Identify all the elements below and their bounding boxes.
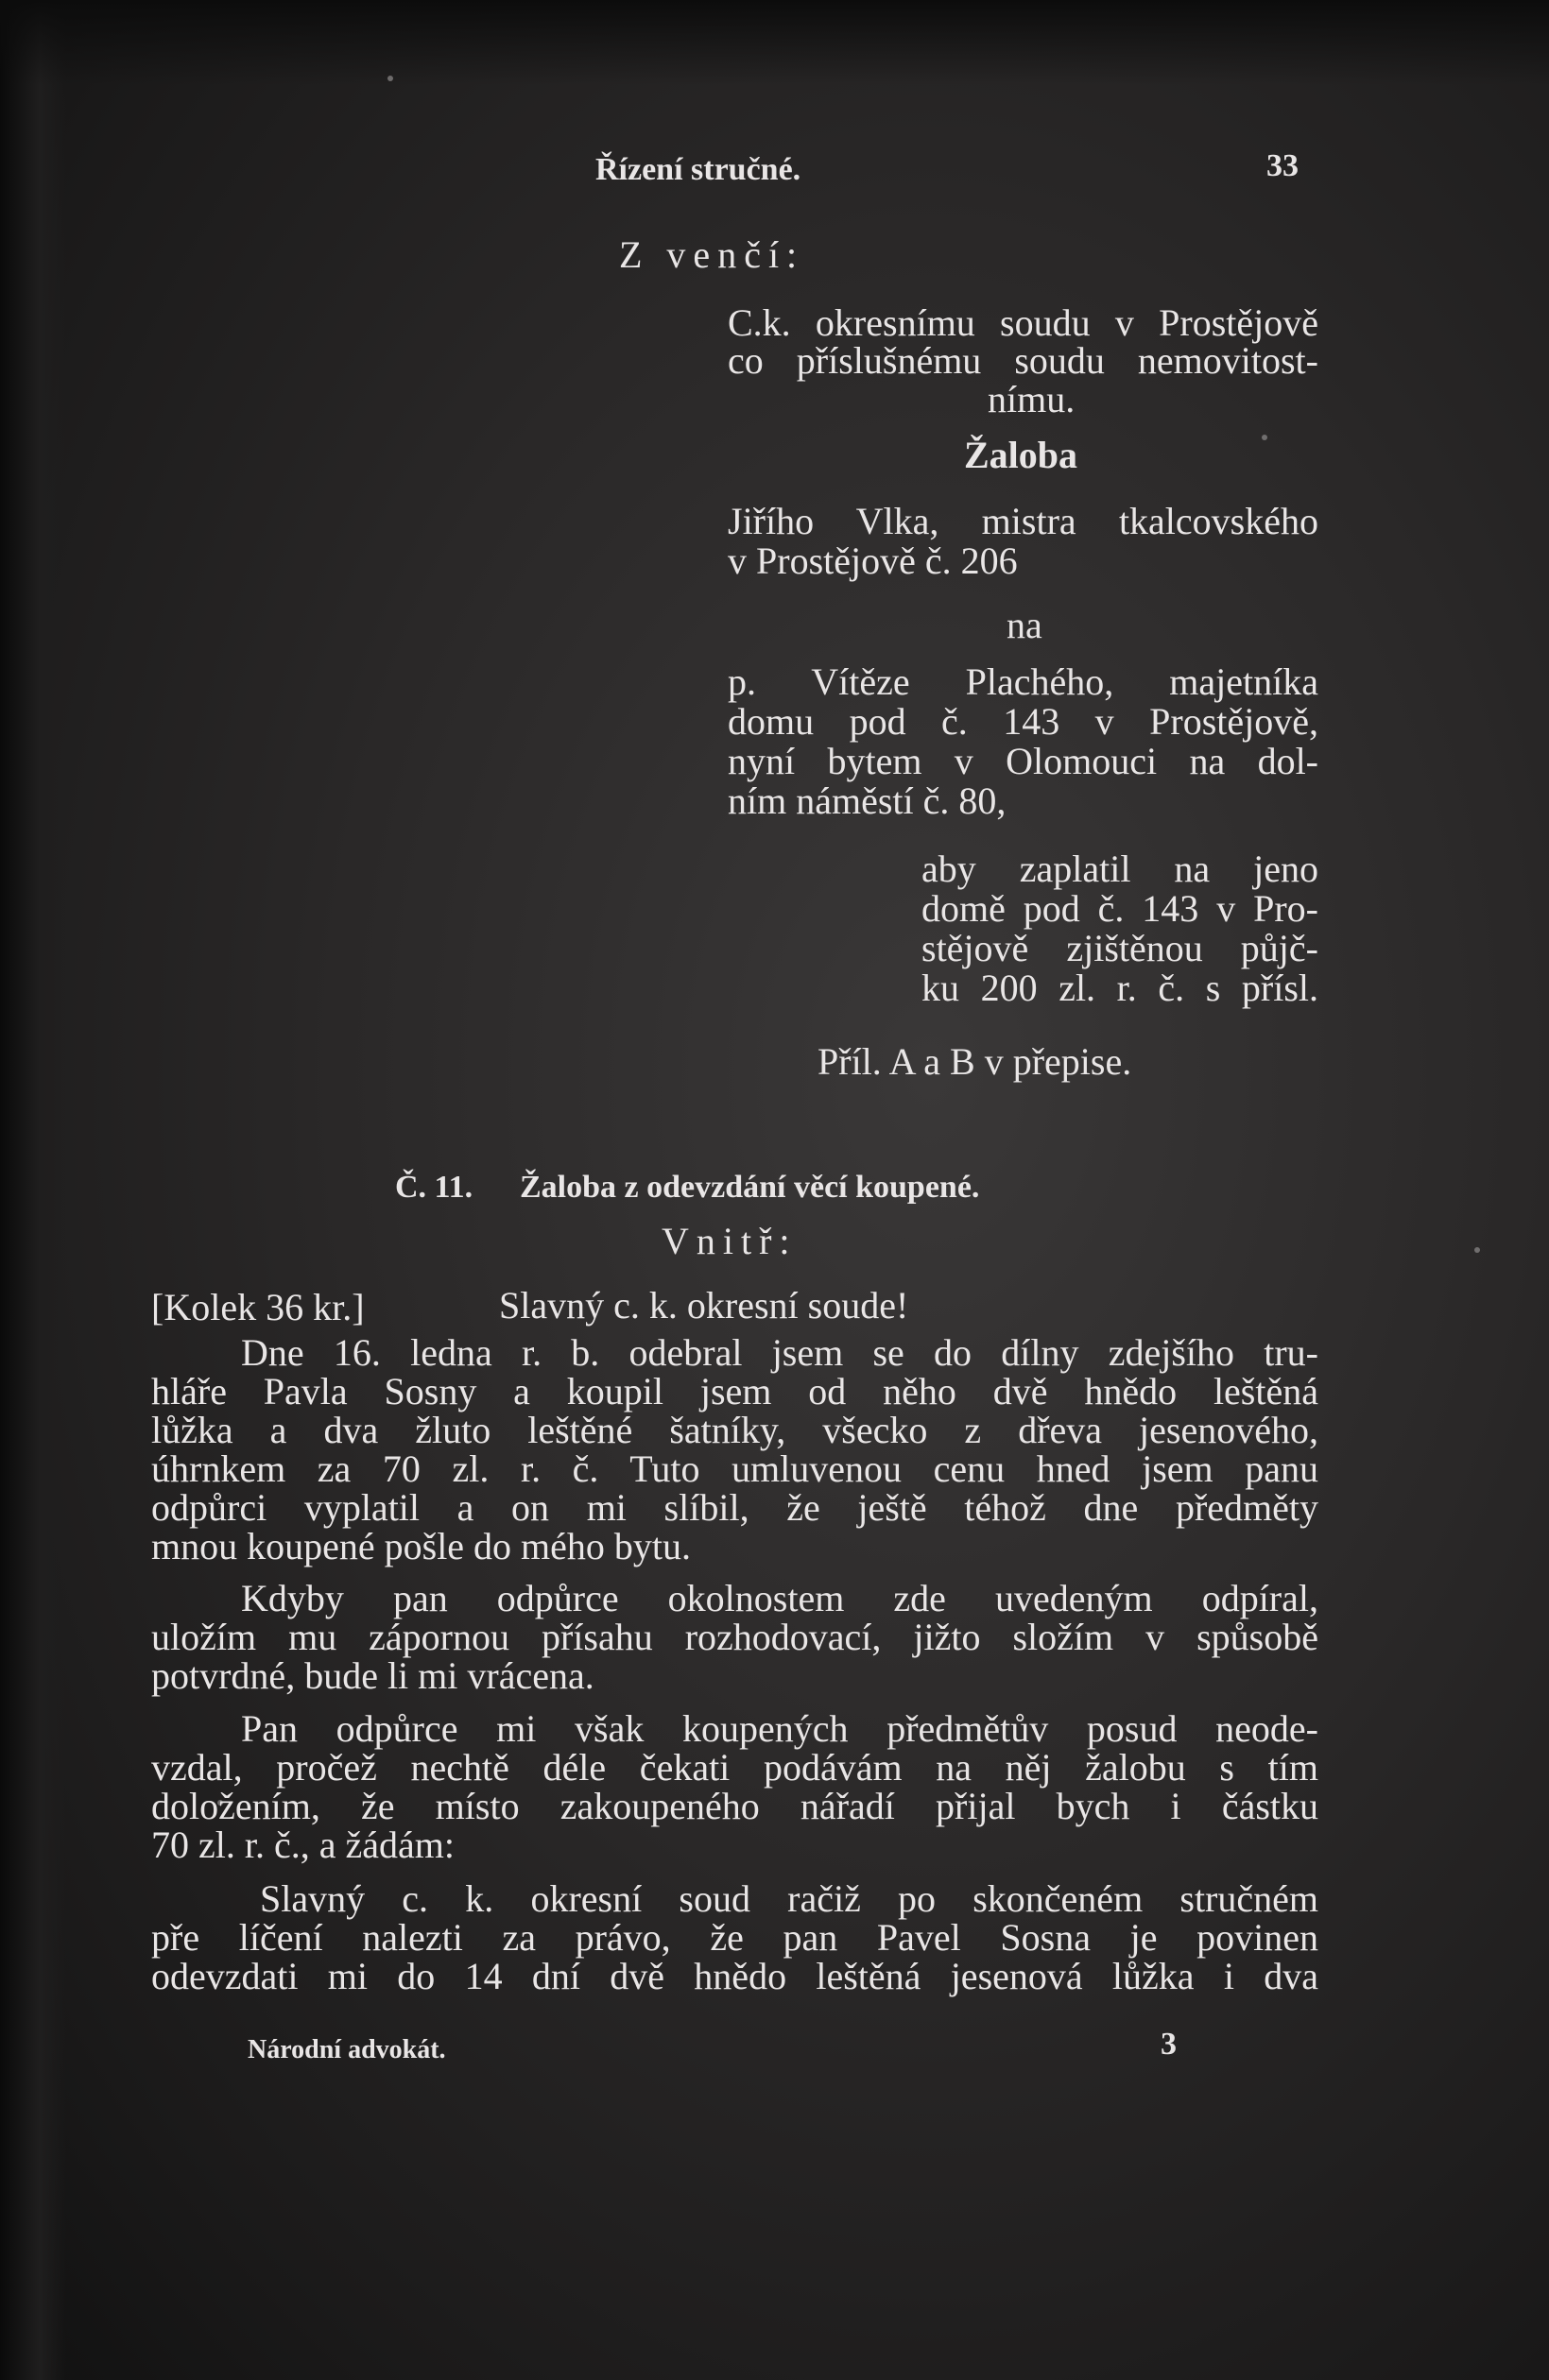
sheet-mark: 3 <box>1161 2027 1177 2062</box>
defendant-line: domu pod č. 143 v Prostějově, <box>728 700 1318 743</box>
body-line: uložím mu zápornou přísahu rozhodovací, jižto složím v spůsobě <box>151 1616 1318 1658</box>
purpose-line: stějově zjištěnou půjč- <box>921 927 1318 969</box>
defendant-line: ním náměstí č. 80, <box>728 779 1007 822</box>
attachments-note: Příl. A a B v přepise. <box>818 1040 1132 1083</box>
scan-speck <box>1262 435 1267 440</box>
body-line: úhrnkem za 70 zl. r. č. Tuto umluvenou cenu hned jsem panu <box>151 1447 1318 1490</box>
purpose-line: ku 200 zl. r. č. s přísl. <box>921 967 1318 1009</box>
court-line: co příslušnému soudu nemovitost- <box>728 339 1318 382</box>
section-title: Žaloba z odevzdání věcí koupené. <box>520 1170 980 1205</box>
body-line: mnou koupené pošle do mého bytu. <box>151 1525 692 1567</box>
body-line: odpůrci vyplatil a on mi slíbil, že ještě téhož dne předměty <box>151 1486 1318 1529</box>
plaintiff-line: v Prostějově č. 206 <box>728 539 1018 582</box>
body-line: Kdyby pan odpůrce okolnostem zde uvedeným odpíral, <box>241 1577 1318 1619</box>
body-line: hláře Pavla Sosny a koupil jsem od něho dvě hnědo leštěná <box>151 1370 1318 1413</box>
running-title: Řízení stručné. <box>595 152 801 187</box>
body-line: potvrdné, bude li mi vrácena. <box>151 1654 594 1697</box>
salutation: Slavný c. k. okresní soude! <box>499 1284 909 1327</box>
purpose-line: aby zaplatil na jeno <box>921 848 1318 890</box>
purpose-line: domě pod č. 143 v Pro- <box>921 887 1318 930</box>
outside-heading: Z venčí: <box>619 233 805 276</box>
inside-heading: Vnitř: <box>662 1220 798 1262</box>
footer-signature: Národní advokát. <box>248 2035 446 2064</box>
court-line: C.k. okresnímu soudu v Prostějově <box>728 301 1318 344</box>
section-number: Č. 11. <box>395 1170 473 1205</box>
body-line: lůžka a dva žluto leštěné šatníky, všecko z dřeva jesenového, <box>151 1409 1318 1451</box>
body-line: doložením, že místo zakoupeného nářadí přijal bych i částku <box>151 1785 1318 1827</box>
scan-speck <box>387 76 393 81</box>
defendant-line: nyní bytem v Olomouci na dol- <box>728 740 1318 782</box>
page-edge-shadow-top <box>0 0 1549 85</box>
body-line: Dne 16. ledna r. b. odebral jsem se do dílny zdejšího tru- <box>241 1331 1318 1374</box>
plaintiff-line: Jiřího Vlka, mistra tkalcovského <box>728 500 1318 542</box>
body-line: 70 zl. r. č., a žádám: <box>151 1824 455 1866</box>
body-line: pře líčení nalezti za právo, že pan Pavel Sosna je povinen <box>151 1916 1318 1959</box>
body-line: odevzdati mi do 14 dní dvě hnědo leštěná jesenová lůžka i dva <box>151 1955 1318 1997</box>
body-line: Slavný c. k. okresní soud račiž po skončeném stručném <box>260 1877 1318 1920</box>
body-line: vzdal, pročež nechtě déle čekati podávám na něj žalobu s tím <box>151 1746 1318 1789</box>
page-number: 33 <box>1266 148 1299 183</box>
versus-word: na <box>1007 604 1042 646</box>
stamp-note: [Kolek 36 kr.] <box>151 1286 365 1328</box>
scan-speck <box>1474 1247 1480 1253</box>
body-line: Pan odpůrce mi však koupených předmětův posud neode- <box>241 1707 1318 1750</box>
page-edge-shadow-left <box>0 0 66 2380</box>
defendant-line: p. Vítěze Plachého, majetníka <box>728 660 1318 703</box>
document-title: Žaloba <box>964 434 1078 476</box>
court-line: nímu. <box>988 378 1076 420</box>
